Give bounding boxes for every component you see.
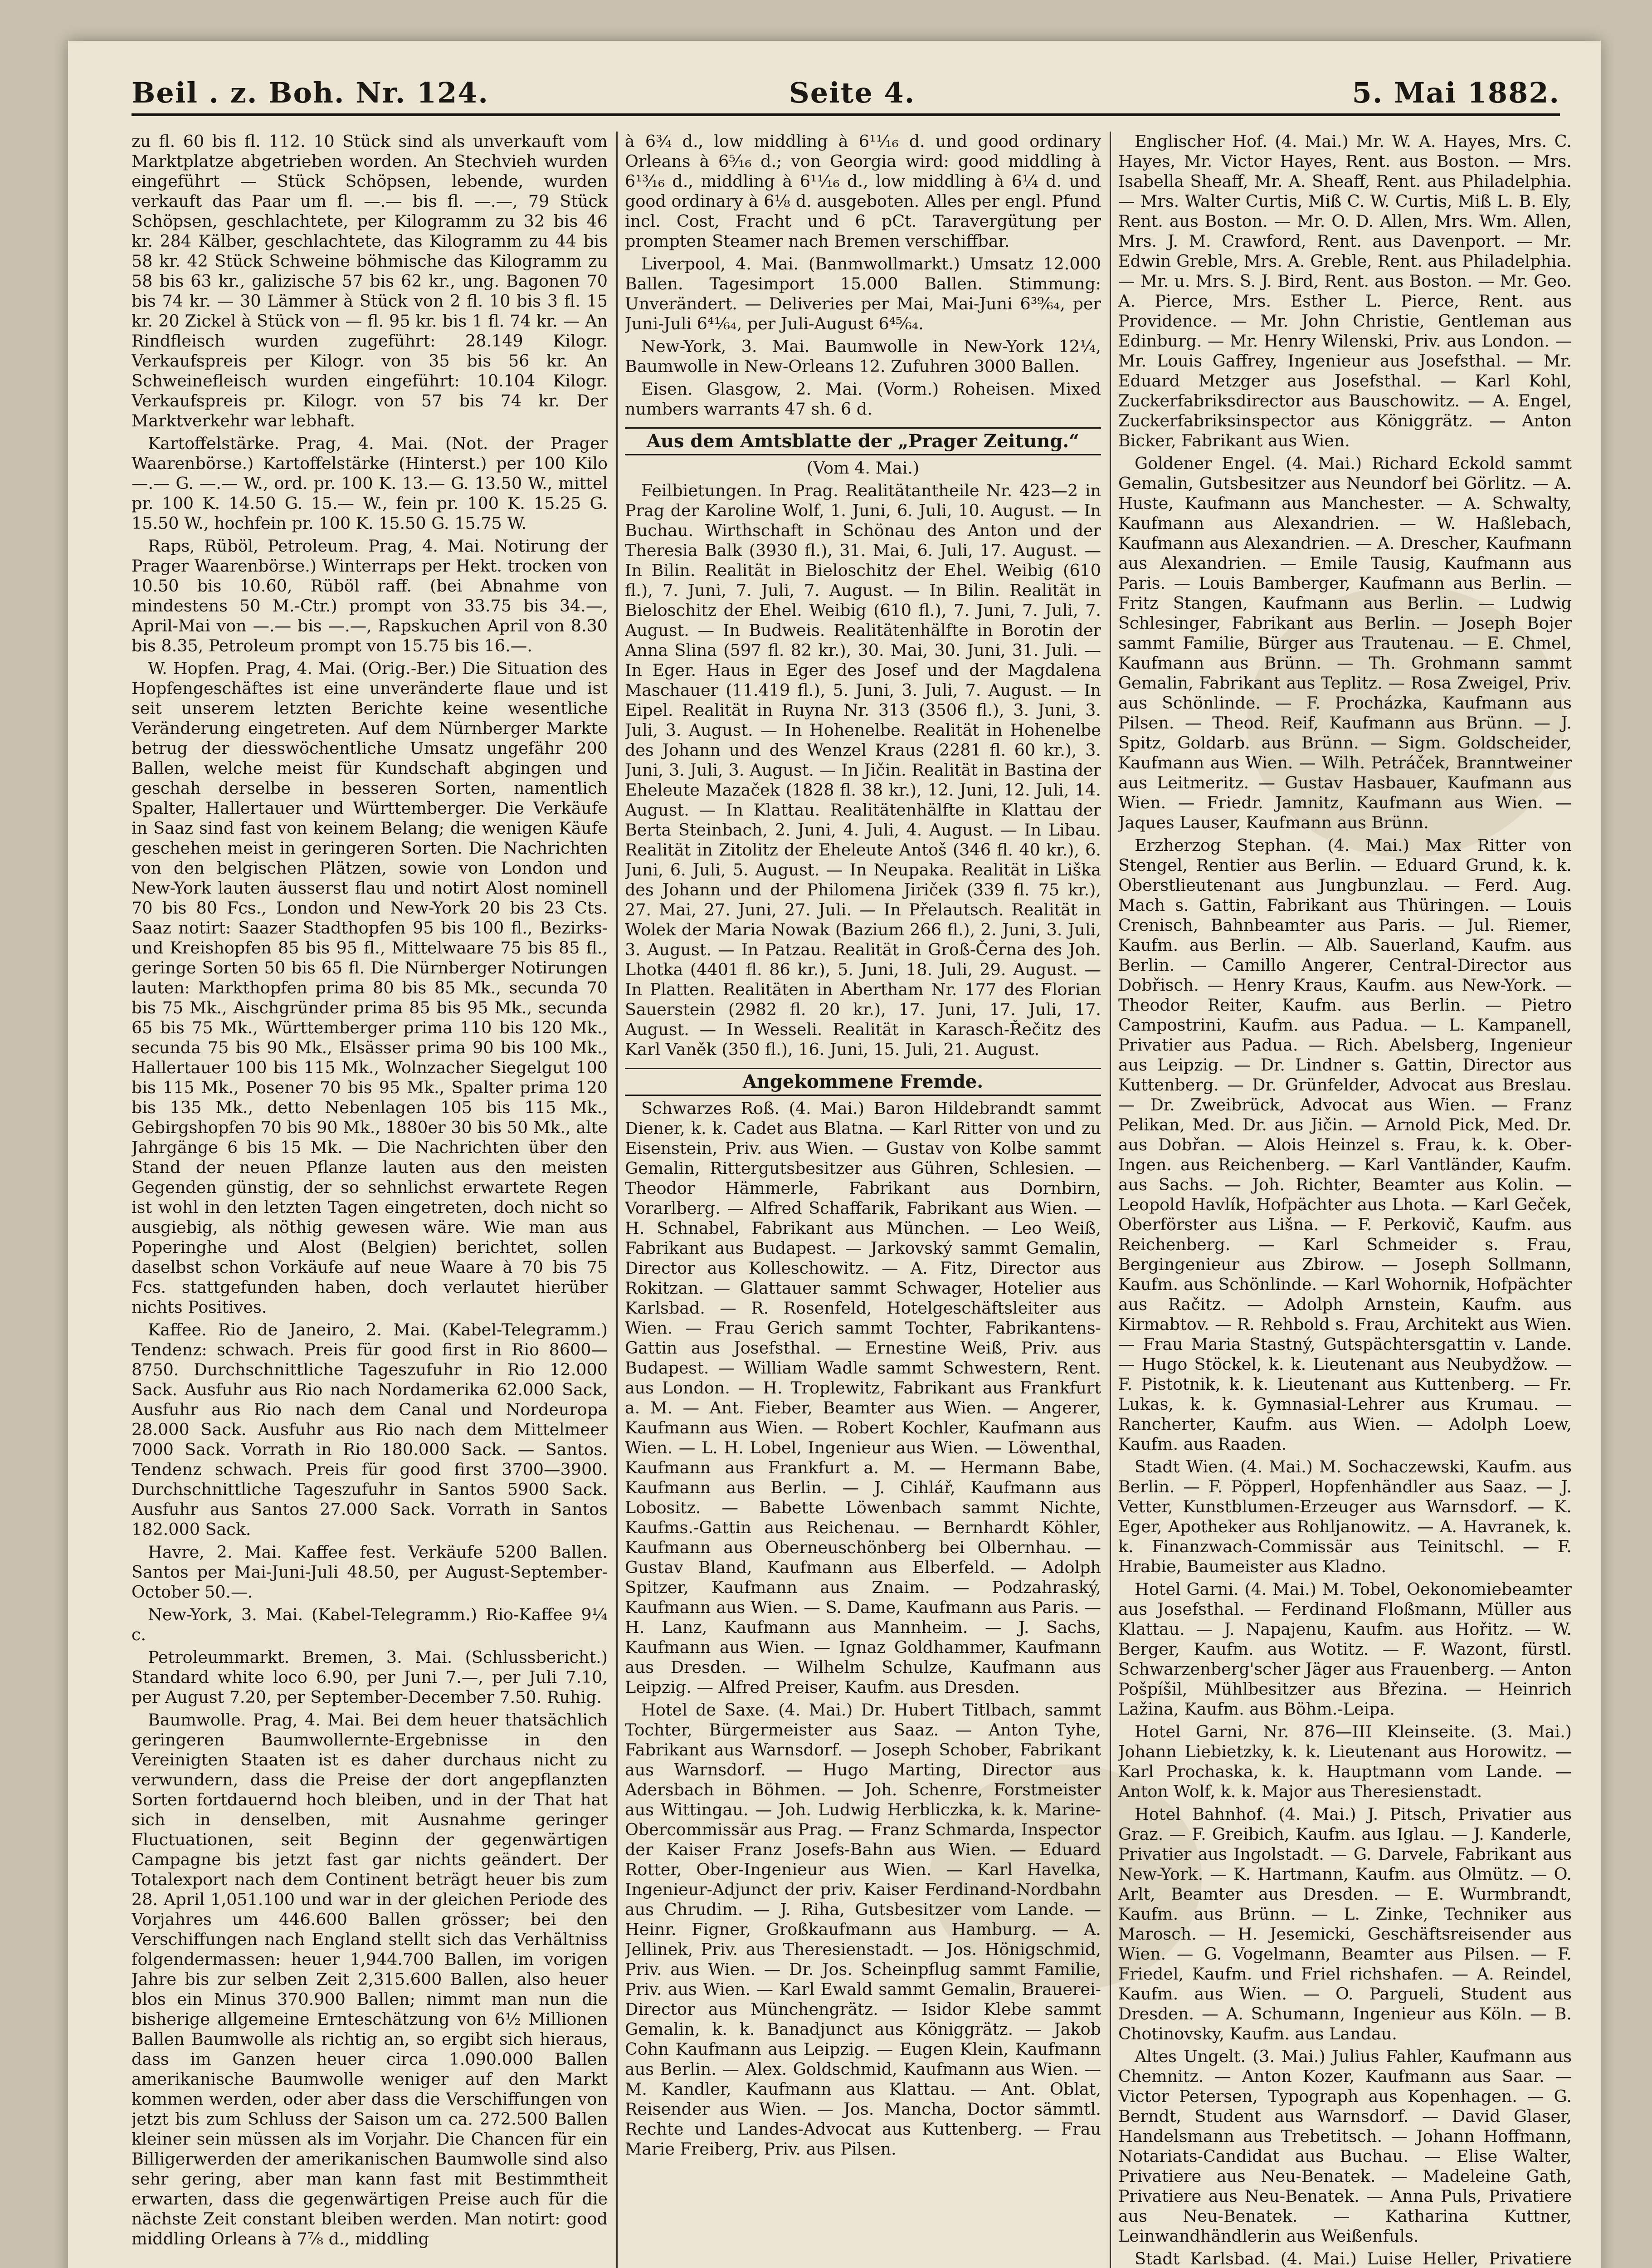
hotel-arrivals: Hotel Garni. (4. Mai.) M. Tobel, Oekonomiebeamter aus Josefsthal. — Ferdinand Floßmann, Müller aus Klattau. — J. Napajenu, Kaufm. aus Hořitz. — W. Berger, Kaufm. aus Wotitz. — F. Wazont, fürstl. Schwarzenberg'scher Jäger aus Frauenberg. — Anton Pošpíšil, Mühlbesitzer aus Březina. — Heinrich Lažina, Kaufm. aus Böhm.-Leipa. [1118, 1579, 1572, 1719]
hotel-arrivals: Hotel de Saxe. (4. Mai.) Dr. Hubert Titlbach, sammt Tochter, Bürgermeister aus Saaz. — Anton Tyhe, Fabrikant aus Warnsdorf. — Joseph Schober, Fabrikant aus Warnsdorf. — Hugo Marting, Director aus Adersbach in Böhmen. — Joh. Schenre, Forstmeister aus Wittingau. — Joh. Ludwig Herbliczka, k. k. Marine-Obercommissär aus Prag. — Franz Schmarda, Inspector der Kaiser Franz Josefs-Bahn aus Wien. — Eduard Rotter, Ober-Ingenieur aus Wien. — Karl Havelka, Ingenieur-Adjunct der priv. Kaiser Ferdinand-Nordbahn aus Chrudim. — J. Riha, Gutsbesitzer vom Lande. — Heinr. Figner, Großkaufmann aus Hamburg. — A. Jellinek, Priv. aus Theresienstadt. — Jos. Hönigschmid, Priv. aus Wien. — Dr. Jos. Scheinpflug sammt Familie, Priv. aus Wien. — Karl Ewald sammt Gemalin, Brauerei-Director aus Münchengrätz. — Isidor Klebe sammt Gemalin, k. k. Banadjunct aus Königgrätz. — Jakob Cohn Kaufmann aus Leipzig. — Eugen Klein, Kaufmann aus Berlin. — Alex. Goldschmid, Kaufmann aus Wien. — M. Kandler, Kaufmann aus Klattau. — Ant. Oblat, Reisender aus Wien. — Jos. Mancha, Doctor sämmtl. Rechte und Landes-Advocat aus Kuttenberg. — Frau Marie Freiberg, Priv. aus Pilsen. [625, 1700, 1101, 2159]
newspaper-page [68, 41, 1601, 2268]
market-report: Havre, 2. Mai. Kaffee fest. Verkäufe 5200 Ballen. Santos per Mai-Juni-Juli 48.50, per August-September-October 50.—. [132, 1542, 608, 1602]
page-header [132, 73, 1560, 116]
column-3 [1118, 132, 1572, 2268]
amtsblatt-date: (Vom 4. Mai.) [806, 458, 920, 478]
hotel-arrivals: Goldener Engel. (4. Mai.) Richard Eckold sammt Gemalin, Gutsbesitzer aus Neundorf bei Görlitz. — A. Huste, Kaufmann aus Manchester. — A. Schwalty, Kaufmann aus Alexandrien. — W. Haßlebach, Kaufmann aus Alexandrien. — A. Drescher, Kaufmann aus Alexandrien. — Emile Tausig, Kaufmann aus Paris. — Louis Bamberger, Kaufmann aus Berlin. — Fritz Stangen, Kaufmann aus Berlin. — Ludwig Schlesinger, Fabrikant aus Berlin. — Joseph Bojer sammt Familie, Bürger aus Trautenau. — E. Chmel, Kaufmann aus Brünn. — Th. Grohmann sammt Gemalin, Fabrikant aus Teplitz. — Rosa Zweigel, Priv. aus Schönlinde. — F. Procházka, Kaufmann aus Pilsen. — Theod. Reif, Kaufmann aus Brünn. — J. Spitz, Goldarb. aus Brünn. — Sigm. Goldscheider, Kaufmann aus Wien. — Wilh. Petráček, Branntweiner aus Leitmeritz. — Gustav Hasbauer, Kaufmann aus Wien. — Friedr. Jamnitz, Kaufmann aus Wien. — Jaques Lauser, Kaufmann aus Brünn. [1118, 454, 1572, 832]
hotel-arrivals: Stadt Karlsbad. (4. Mai.) Luise Heller, Privatiere [1135, 2249, 1572, 2268]
header-page-number: Seite 4. [789, 76, 916, 109]
market-report: Eisen. Glasgow, 2. Mai. (Vorm.) Roheisen. Mixed numbers warrants 47 sh. 6 d. [625, 379, 1101, 419]
hotel-arrivals: Hotel Garni, Nr. 876—III Kleinseite. (3. Mai.) Johann Liebietzky, k. k. Lieutenant aus Horowitz. — Karl Prochaska, k. k. Hauptmann vom Lande. — Anton Wolf, k. k. Major aus Theresienstadt. [1118, 1722, 1572, 1801]
hotel-arrivals: Englischer Hof. (4. Mai.) Mr. W. A. Hayes, Mrs. C. Hayes, Mr. Victor Hayes, Rent. aus Boston. — Mrs. Isabella Sheaff, Mr. A. Sheaff, Rent. aus Philadelphia. — Mrs. Walter Curtis, Miß C. W. Curtis, Miß L. B. Ely, Rent. aus Boston. — Mr. O. D. Allen, Mrs. Wm. Allen, Mrs. J. M. Crawford, Rent. aus Davenport. — Mr. Edwin Greble, Mrs. A. Greble, Rent. aus Philadelphia. — Mr. u. Mrs. S. J. Bird, Rent. aus Boston. — Mr. Geo. A. Pierce, Mrs. Esther L. Pierce, Rent. aus Providence. — Mr. John Christie, Gentleman aus Edinburg. — Mr. Henry Wilenski, Priv. aus London. — Mr. Louis Gaffrey, Ingenieur aus Josefsthal. — Mr. Eduard Metzger aus Josefsthal. — Karl Kohl, Zuckerfabriksdirector aus Bauschowitz. — A. Engel, Zuckerfabriksinspector aus Königgrätz. — Anton Bicker, Fabrikant aus Wien. [1118, 132, 1572, 450]
market-report: zu fl. 60 bis fl. 112. 10 Stück sind als unverkauft vom Marktplatze abgetrieben worden. An Stechvieh wurden eingeführt — Stück Schöpsen, lebende, wurden verkauft das Paar um fl. —.— bis fl. —.—, 79 Stück Schöpsen, geschlachtete, per Kilogramm zu 32 bis 46 kr. 284 Kälber, geschlachtete, das Kilogramm zu 44 bis 58 kr. 42 Stück Schweine böhmische das Kilogramm zu 58 bis 63 kr., galizische 57 bis 62 kr., ung. Bagonen 70 bis 74 kr. — 30 Lämmer à Stück von 2 fl. 10 bis 3 fl. 15 kr. 20 Zickel à Stück von — fl. 95 kr. bis 1 fl. 74 kr. — An Rindfleisch wurden zugeführt: 28.149 Kilogr. Verkaufspreis per Kilogr. von 35 bis 56 kr. An Schweinefleisch wurden eingeführt: 10.104 Kilogr. Verkaufspreis pr. Kilogr. von 57 bis 74 kr. Der Marktverkehr war lebhaft. [132, 132, 608, 430]
hotel-arrivals: Hotel Bahnhof. (4. Mai.) J. Pitsch, Privatier aus Graz. — F. Greibich, Kaufm. aus Iglau. — J. Kanderle, Privatier aus Ingolstadt. — G. Darvele, Fabrikant aus New-York. — K. Hartmann, Kaufm. aus Olmütz. — O. Arlt, Beamter aus Dresden. — E. Wurmbrandt, Kaufm. aus Brünn. — L. Zinke, Techniker aus Marosch. — H. Jesemicki, Geschäftsreisender aus Wien. — G. Vogelmann, Beamter aus Pilsen. — F. Friedel, Kaufm. und Friel richshafen. — A. Reindel, Kaufm. aus Wien. — O. Pargueli, Student aus Dresden. — A. Schumann, Ingenieur aus Köln. — B. Chotinovsky, Kaufm. aus Landau. [1118, 1804, 1572, 2043]
header-date: 5. Mai 1882. [1352, 76, 1560, 109]
market-report: Liverpool, 4. Mai. (Banmwollmarkt.) Umsatz 12.000 Ballen. Tagesimport 15.000 Ballen. Stimmung: Unverändert. — Deliveries per Mai, Mai-Juni 6³⁹⁄₆₄, per Juni-Juli 6⁴¹⁄₆₄, per Juli-August 6⁴⁵⁄₆₄. [625, 254, 1101, 333]
market-report: Kaffee. Rio de Janeiro, 2. Mai. (Kabel-Telegramm.) Tendenz: schwach. Preis für good first in Rio 8600—8750. Durchschnittliche Tageszufuhr in Rio 12.000 Sack. Ausfuhr aus Rio nach Nordamerika 62.000 Sack, Ausfuhr aus Rio nach dem Canal und Nordeuropa 28.000 Sack. Ausfuhr aus Rio nach dem Mittelmeer 7000 Sack. Vorrath in Rio 180.000 Sack. — Santos. Tendenz schwach. Preis für good first 3700—3900. Durchschnittliche Tageszufuhr in Santos 5900 Sack. Ausfuhr aus Santos 27.000 Sack. Vorrath in Santos 182.000 Sack. [132, 1320, 608, 1539]
hotel-arrivals: Altes Ungelt. (3. Mai.) Julius Fahler, Kaufmann aus Chemnitz. — Anton Kozer, Kaufmann aus Saar. — Victor Petersen, Typograph aus Kopenhagen. — G. Berndt, Student aus Warnsdorf. — David Glaser, Handelsmann aus Trebetitsch. — Johann Hoffmann, Notariats-Candidat aus Buchau. — Elise Walter, Privatiere aus Neu-Benatek. — Madeleine Gath, Privatiere aus Neu-Benatek. — Anna Puls, Privatiere aus Neu-Benatek. — Katharina Kuttner, Leinwandhändlerin aus Weißenfuls. [1118, 2047, 1572, 2246]
hotel-arrivals: Erzherzog Stephan. (4. Mai.) Max Ritter von Stengel, Rentier aus Berlin. — Eduard Grund, k. k. Oberstlieutenant aus Jungbunzlau. — Ferd. Aug. Mach s. Gattin, Fabrikant aus Thüringen. — Louis Crenisch, Bahnbeamter aus Paris. — Jul. Riemer, Kaufm. aus Berlin. — Alb. Sauerland, Kaufm. aus Berlin. — Camillo Angerer, Central-Director aus Dobřisch. — Henry Kraus, Kaufm. aus New-York. — Theodor Reiter, Kaufm. aus Berlin. — Pietro Campostrini, Kaufm. aus Padua. — L. Kampanell, Privatier aus Padua. — Rich. Abelsberg, Ingenieur aus Leipzig. — Dr. Lindner s. Gattin, Director aus Kuttenberg. — Dr. Grünfelder, Advocat aus Breslau. — Dr. Zweibrück, Advocat aus Wien. — Franz Pelikan, Med. Dr. aus Jičin. — Arnold Pick, Med. Dr. aus Dobřan. — Alois Heinzel s. Frau, k. k. Ober-Ingen. aus Reichenberg. — Karl Vantländer, Kaufm. aus Sachs. — Joh. Richter, Beamter aus Kolin. — Leopold Havlík, Hofpächter aus Lhota. — Karl Geček, Oberförster aus Lišna. — F. Perkovič, Kaufm. aus Reichenberg. — Karl Schmeider s. Frau, Bergingenieur aus Zbirow. — Joseph Sollmann, Kaufm. aus Schönlinde. — Karl Wohornik, Hofpächter aus Račitz. — Adolph Arnstein, Kaufm. aus Kirmabtov. — R. Rehbold s. Frau, Architekt aus Wien. — Frau Maria Stastný, Gutspächtersgattin v. Lande. — Hugo Stöckel, k. k. Lieutenant aus Neubydžow. — F. Pistotnik, k. k. Lieutenant aus Kuttenberg. — Fr. Lukas, k. k. Gymnasial-Lehrer aus Krumau. — Rancherter, Kaufm. aus Wien. — Adolph Loew, Kaufm. aus Raaden. [1118, 836, 1572, 1454]
market-report: Kartoffelstärke. Prag, 4. Mai. (Not. der Prager Waarenbörse.) Kartoffelstärke (Hinterst.) per 100 Kilo —.— G. —.— W., ord. pr. 100 K. 13.— G. 13.50 W., mittel pr. 100 K. 14.50 G. 15.— W., fein pr. 100 K. 15.25 G. 15.50 W., hochfein pr. 100 K. 15.50 G. 15.75 W. [132, 434, 608, 533]
hotel-arrivals: Stadt Wien. (4. Mai.) M. Sochaczewski, Kaufm. aus Berlin. — F. Pöpperl, Hopfenhändler aus Saaz. — J. Vetter, Kunstblumen-Erzeuger aus Warnsdorf. — K. Eger, Apotheker aus Rohljanowitz. — A. Havranek, k. k. Finanzwach-Commissär aus Teinitschl. — F. Hrabie, Baumeister aus Kladno. [1118, 1457, 1572, 1576]
header-issue: Beil . z. Boh. Nr. 124. [132, 76, 489, 109]
column-1 [132, 132, 608, 2268]
market-report: W. Hopfen. Prag, 4. Mai. (Orig.-Ber.) Die Situation des Hopfengeschäftes ist eine unveränderte flaue und ist seit unserem letzten Berichte keine wesentliche Veränderung eingetreten. Auf dem Nürnberger Markte betrug der diesswöchentliche Umsatz ungefähr 200 Ballen, welche meist für Kundschaft abgingen und geschah derselbe in besseren Sorten, namentlich Spalter, Hallertauer und Württemberger. Die Verkäufe in Saaz sind fast von keinem Belang; die wenigen Käufe geschehen meist in geringeren Sorten. Die Nachrichten von den belgischen Plätzen, sowie von London und New-York lauten äusserst flau und notirt Alost nominell 70 bis 80 Fcs., London und New-York 20 bis 23 Cts. Saaz notirt: Saazer Stadthopfen 95 bis 100 fl., Bezirks- und Kreishopfen 85 bis 95 fl., Mittelwaare 75 bis 85 fl., geringe Sorten 50 bis 65 fl. Die Nürnberger Notirungen lauten: Markthopfen prima 80 bis 85 Mk., secunda 70 bis 75 Mk., Aischgründer prima 85 bis 95 Mk., secunda 65 bis 75 Mk., Württemberger prima 110 bis 120 Mk., secunda 75 bis 90 Mk., Elsässer prima 90 bis 100 Mk., Hallertauer 100 bis 115 Mk., Wolnzacher Siegelgut 100 bis 115 Mk., Posener 70 bis 95 Mk., Spalter prima 120 bis 135 Mk., detto Nebenlagen 105 bis 115 Mk., Gebirgshopfen 70 bis 90 Mk., 1880er 30 bis 50 Mk., alte Jahrgänge 6 bis 15 Mk. — Die Nachrichten über den Stand der neuen Pflanze lauten aus den meisten Gegenden günstig, der so sehnlichst erwartete Regen ist wohl in den letzten Tagen eingetreten, doch nicht so ausgiebig, als nöthig gewesen wäre. Wie man aus Poperinghe und Alost (Belgien) berichtet, sollen daselbst schon Vorkäufe auf neue Waare à 70 bis 75 Fcs. stattgefunden haben, doch verlautet hierüber nichts Positives. [132, 659, 608, 1317]
auction-notices: Feilbietungen. In Prag. Realitätantheile Nr. 423—2 in Prag der Karoline Wolf, 1. Juni, 6. Juli, 10. August. — In Buchau. Wirthschaft in Schönau des Anton und der Theresia Balk (3930 fl.), 31. Mai, 6. Juli, 17. August. — In Bilin. Realität in Bieloschitz der Ehel. Weibig (610 fl.), 7. Juni, 7. Juli, 7. August. — In Bilin. Realität in Bieloschitz der Ehel. Weibig (610 fl.), 7. Juni, 7. Juli, 7. August. — In Budweis. Realitätenhälfte in Borotin der Anna Slina (597 fl. 82 kr.), 30. Mai, 30. Juni, 31. Juli. — In Eger. Haus in Eger des Josef und der Magdalena Maschauer (11.419 fl.), 5. Juni, 3. Juli, 7. August. — In Eipel. Realität in Ruyna Nr. 313 (3506 fl.), 3. Juni, 3. Juli, 3. August. — In Hohenelbe. Realität in Hohenelbe des Johann und des Wenzel Kraus (2281 fl. 60 kr.), 3. Juni, 3. Juli, 3. August. — In Jičin. Realität in Bastina der Eheleute Mazaček (1828 fl. 38 kr.), 12. Juni, 12. Juli, 14. August. — In Klattau. Realitätenhälfte in Klattau der Berta Steinbach, 2. Juni, 4. Juli, 4. August. — In Libau. Realität in Zitolitz der Eheleute Antoš (346 fl. 40 kr.), 6. Juni, 6. Juli, 5. August. — In Neupaka. Realität in Liška des Johann und der Philomena Jiriček (339 fl. 75 kr.), 27. Mai, 27. Juni, 27. Juli. — In Přelautsch. Realität in Wolek der Maria Nowak (Bazium 266 fl.), 2. Juni, 3. Juli, 3. August. — In Patzau. Realität in Groß-Černa des Joh. Lhotka (4401 fl. 86 kr.), 5. Juni, 18. Juli, 29. August. — In Platten. Realitäten in Abertham Nr. 177 des Florian Sauerstein (2982 fl. 20 kr.), 17. Juni, 17. Juli, 17. August. — In Wesseli. Realität in Karasch-Řečitz des Karl Vaněk (350 fl.), 16. Juni, 15. Juli, 21. August. [625, 481, 1101, 1059]
amtsblatt-heading: Aus dem Amtsblatte der „Prager Zeitung.“ [625, 427, 1101, 455]
market-report: Raps, Rüböl, Petroleum. Prag, 4. Mai. Notirung der Prager Waarenbörse.) Winterraps per Hekt. trocken von 10.50 bis 10.60, Rüböl raff. (bei Abnahme von mindestens 50 M.-Ctr.) prompt von 33.75 bis 34.—, April-Mai von —.— bis —.—, Rapskuchen April von 8.30 bis 8.35, Petroleum prompt von 15.75 bis 16.—. [132, 536, 608, 655]
column-rule [1110, 132, 1111, 2268]
column-2 [625, 132, 1101, 2268]
market-report: New-York, 3. Mai. Baumwolle in New-York 12¼, Baumwolle in New-Orleans 12. Zufuhren 3000 Ballen. [625, 337, 1101, 376]
market-report: à 6¾ d., low middling à 6¹¹⁄₁₆ d. und good ordinary Orleans à 6⁵⁄₁₆ d.; von Georgia wird: good middling à 6¹³⁄₁₆ d., middling à 6¹¹⁄₁₆ d., low middling à 6¼ d. und good ordinary à 6⅛ d. ausgeboten. Alles per engl. Pfund incl. Cost, Fracht und 6 pCt. Taravergütung per prompten Steamer nach Bremen verschiffbar. [625, 132, 1101, 251]
hotel-arrivals: Schwarzes Roß. (4. Mai.) Baron Hildebrandt sammt Diener, k. k. Cadet aus Blatna. — Karl Ritter von und zu Eisenstein, Priv. aus Wien. — Gustav von Kolbe sammt Gemalin, Rittergutsbesitzer aus Gühren, Schlesien. — Theodor Hämmerle, Fabrikant aus Dornbirn, Vorarlberg. — Alfred Schaffarik, Fabrikant aus Wien. — H. Schnabel, Fabrikant aus München. — Leo Weiß, Fabrikant aus Budapest. — Jarkovský sammt Gemalin, Director aus Kolleschowitz. — A. Fitz, Director aus Rokitzan. — Glattauer sammt Schwager, Hotelier aus Karlsbad. — R. Rosenfeld, Hotelgeschäftsleiter aus Wien. — Frau Gerich sammt Tochter, Fabrikantens-Gattin aus Josefsthal. — Ernestine Weiß, Priv. aus Budapest. — William Wadle sammt Schwestern, Rent. aus London. — H. Troplewitz, Fabrikant aus Frankfurt a. M. — Ant. Fieber, Beamter aus Wien. — Angerer, Kaufmann aus Wien. — Robert Kochler, Kaufmann aus Wien. — L. H. Lobel, Ingenieur aus Wien. — Löwenthal, Kaufmann aus Frankfurt a. M. — Hermann Babe, Kaufmann aus Berlin. — J. Cihlář, Kaufmann aus Lobositz. — Babette Löwenbach sammt Nichte, Kaufms.-Gattin aus Reichenau. — Bernhardt Köhler, Kaufmann aus Oberneuschönberg bei Olbernhau. — Gustav Bland, Kaufmann aus Elberfeld. — Adolph Spitzer, Kaufmann aus Znaim. — Podzahraský, Kaufmann aus Wien. — S. Dame, Kaufmann aus Paris. — H. Lanz, Kaufmann aus Mannheim. — J. Sachs, Kaufmann aus Wien. — Ignaz Goldhammer, Kaufmann aus Dresden. — Wilhelm Schulze, Kaufmann aus Leipzig. — Alfred Preiser, Kaufm. aus Dresden. [625, 1099, 1101, 1697]
arrivals-heading: Angekommene Fremde. [625, 1068, 1101, 1096]
market-report: New-York, 3. Mai. (Kabel-Telegramm.) Rio-Kaffee 9¼ c. [132, 1605, 608, 1644]
column-rule [616, 132, 618, 2268]
market-report: Petroleummarkt. Bremen, 3. Mai. (Schlussbericht.) Standard white loco 6.90, per Juni 7.—, per Juli 7.10, per August 7.20, per September-December 7.50. Ruhig. [132, 1647, 608, 1707]
market-report: Baumwolle. Prag, 4. Mai. Bei dem heuer thatsächlich geringeren Baumwollernte-Ergebnisse in den Vereinigten Staaten ist es daher durchaus nicht zu verwundern, dass die Preise der dort angepflanzten Sorten fortdauernd hoch bleiben, und in der That hat sich in denselben, mit Ausnahme geringer Fluctuationen, seit Beginn der gegenwärtigen Campagne bis jetzt fast gar nichts geändert. Der Totalexport nach dem Continent beträgt heuer bis zum 28. April 1,051.100 und war in der gleichen Periode des Vorjahres um 446.600 Ballen grösser; bei den Verschiffungen nach England stellt sich das Verhältniss folgendermassen: heuer 1,944.700 Ballen, im vorigen Jahre bis zur selben Zeit 2,315.600 Ballen, also heuer blos ein Minus 370.900 Ballen; nimmt man nun die bisherige allgemeine Ernteschätzung von 6½ Millionen Ballen Baumwolle als richtig an, so ergibt sich hieraus, dass im Ganzen heuer circa 1.090.000 Ballen amerikanische Baumwolle weniger auf den Markt kommen werden, oder aber dass die Verschiffungen von jetzt bis zum Schluss der Saison um ca. 272.500 Ballen kleiner sein müssen als im Vorjahr. Die Chancen für ein Billigerwerden der amerikanischen Baumwolle sind also sehr gering, aber man kann fast mit Bestimmtheit erwarten, dass die gegenwärtigen Preise auch für die nächste Zeit constant bleiben werden. Man notirt: good middling Orleans à 7⅞ d., middling [132, 1710, 608, 2248]
